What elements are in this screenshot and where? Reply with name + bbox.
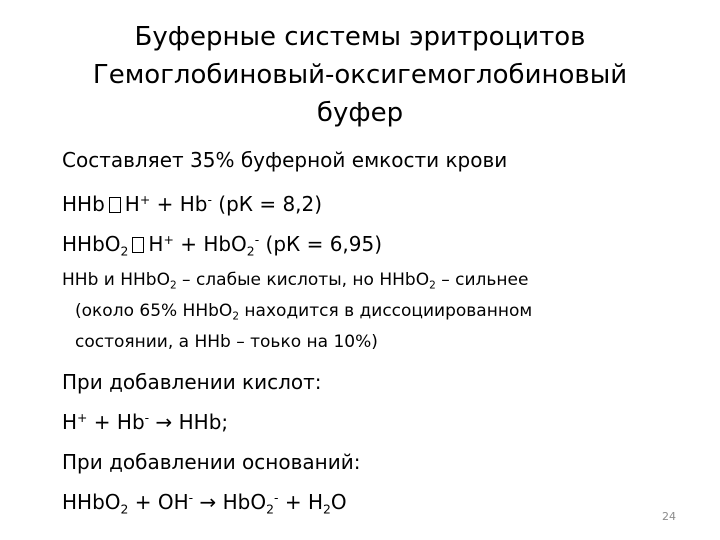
equilibrium-symbol-icon (109, 197, 121, 213)
weak-acids-paragraph-line1: HHb и HHbO$_2$ – слабые кислоты, но HHbO$_2$ – сильнее (62, 270, 529, 292)
title-line-2: Гемоглобиновый-оксигемоглобиновый (92, 60, 628, 90)
equation-hhb: HHb H+ + Hb- (рК = 8,2) (62, 192, 323, 216)
equation-acid-reaction: H+ + Hb- → HHb; (62, 410, 229, 434)
arrow-icon: → (193, 490, 223, 514)
acid-addition-label: При добавлении кислот: (62, 370, 322, 394)
page-number: 24 (662, 510, 676, 523)
weak-acids-paragraph-line3: состоянии, а HHb – тоько на 10%) (75, 332, 378, 352)
title-line-1: Буферные системы эритроцитов (134, 22, 586, 52)
slide-title (40, 18, 680, 132)
weak-acids-paragraph-line2: (около 65% HHbO$_2$ находится в диссоциированном (75, 301, 533, 323)
equation-hhbo2: HHbO$_2$ H+ + HbO$_2$- (рК = 6,95) (62, 232, 383, 259)
capacity-line: Составляет 35% буферной емкости крови (62, 148, 508, 172)
equation-base-reaction: HHbO$_2$ + $OH^- \to HbO_2^- + H_2O$ (62, 490, 347, 517)
base-addition-label: При добавлении оснований: (62, 450, 361, 474)
equilibrium-symbol-icon (132, 237, 144, 253)
title-line-3: буфер (316, 98, 404, 128)
arrow-icon: → (149, 410, 179, 434)
